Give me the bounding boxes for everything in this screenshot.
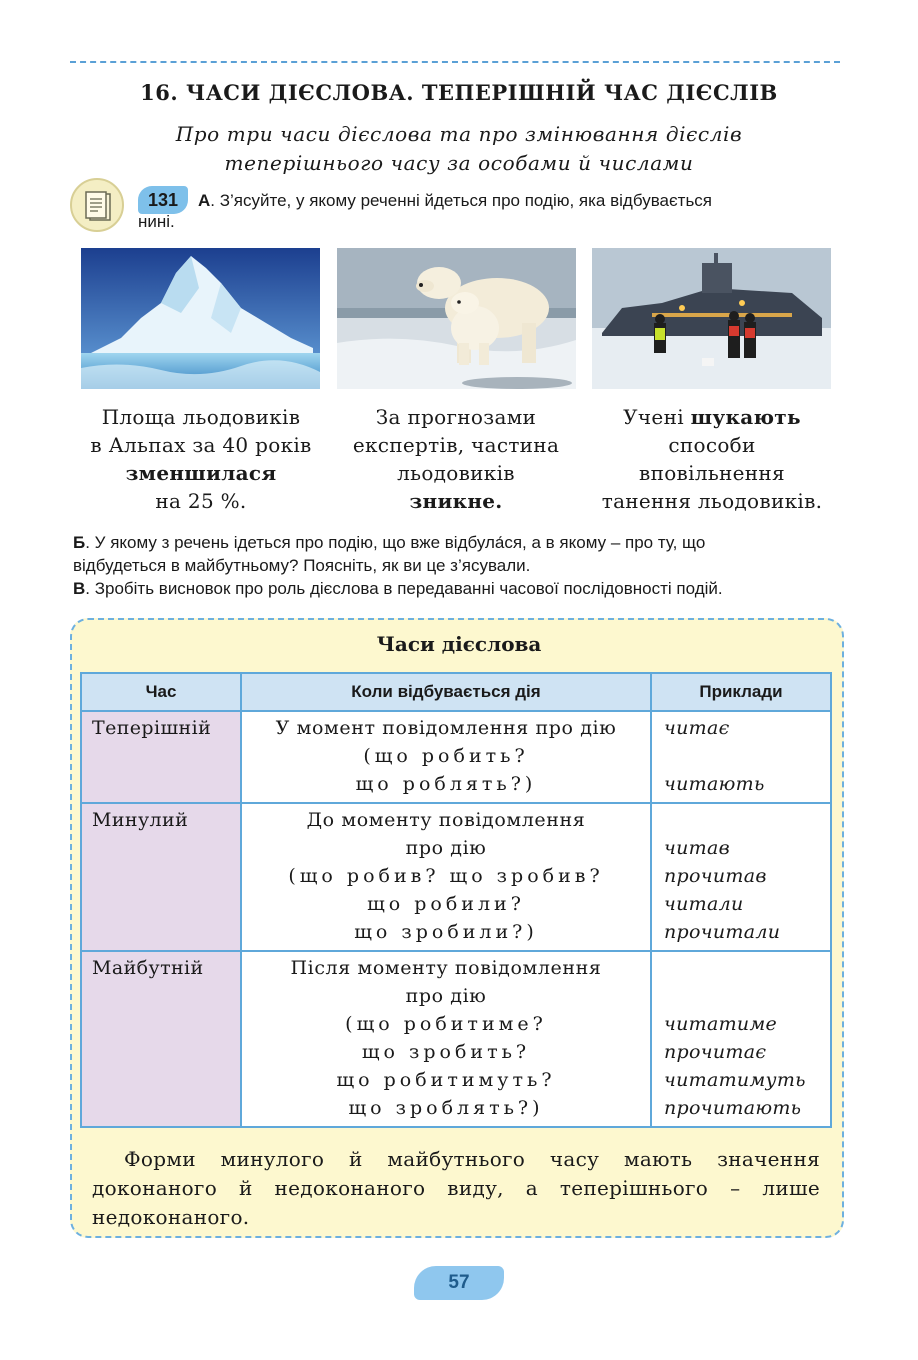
iceberg-photo [81, 248, 320, 389]
subtitle-line-2: теперішнього часу за особами й числами [224, 151, 694, 175]
page-subtitle [0, 120, 918, 178]
when-line: про дію [405, 837, 487, 859]
example-word [664, 806, 830, 834]
tense-table [80, 672, 832, 1128]
task-a-body: . З’ясуйте, у якому реченні йдеться про подію, яка відбувається [210, 191, 713, 210]
example-word: прочитали [664, 921, 781, 943]
task-number-badge: 131 [138, 186, 188, 214]
caption-3-verb: шукають [690, 405, 801, 429]
page-title: 16. ЧАСИ ДІЄСЛОВА. ТЕПЕРІШНІЙ ЧАС ДІЄСЛІВ [140, 80, 778, 105]
notebook-icon [70, 178, 124, 232]
caption-2-line: експертів, частина [352, 433, 560, 457]
tense-name: Теперішній [81, 711, 241, 803]
tense-when [241, 951, 651, 1127]
task-c-body: . Зробіть висновок про роль дієслова в передаванні часової послідовності подій. [85, 579, 723, 598]
when-line: що робили? [367, 893, 525, 915]
task-b-label: Б [73, 533, 86, 552]
polar-bears-photo [337, 248, 576, 389]
when-line: про дію [405, 985, 487, 1007]
caption-3-line: танення льодовиків. [601, 489, 823, 513]
task-b-line-2: відбудеться в майбутньому? Поясніть, як ви це з’ясували. [73, 556, 531, 575]
caption-2-line: За прогнозами [375, 405, 537, 429]
example-word: читатимуть [664, 1069, 806, 1091]
when-line: що робитимуть? [336, 1069, 556, 1091]
rule-note: Форми минулого й майбутнього часу мають значення доконаного й недоконаного виду, а теперішнього – лише недоконаного. [92, 1147, 820, 1229]
caption-3-line: вповільнення [639, 461, 785, 485]
tense-when [241, 711, 651, 803]
example-word: читали [664, 893, 744, 915]
caption-2 [336, 403, 576, 515]
caption-1 [75, 403, 327, 515]
tense-name: Минулий [81, 803, 241, 951]
caption-1-line: в Альпах за 40 років [90, 433, 312, 457]
scientists-ship-photo [592, 248, 831, 389]
task-c-label: В [73, 579, 86, 598]
example-word: читають [664, 773, 765, 795]
tense-examples [651, 711, 831, 803]
subtitle-line-1: Про три часи дієслова та про змінювання дієслів [175, 122, 743, 146]
example-word: читає [664, 717, 730, 739]
caption-3-line: способи [668, 433, 756, 457]
caption-2-line: льодовиків [397, 461, 515, 485]
when-line: що зроблять?) [348, 1097, 544, 1119]
when-line: що зробить? [361, 1041, 531, 1063]
table-header-row [81, 673, 831, 711]
table-row-past [81, 803, 831, 951]
top-divider [70, 61, 840, 63]
task-a-text-cont: нині. [138, 212, 175, 231]
tense-name: Майбутній [81, 951, 241, 1127]
example-word [664, 982, 830, 1010]
task-b-body: . У якому з речень ідеться про подію, що вже відбула́ся, а в якому – про ту, що [85, 533, 706, 552]
when-line: що роблять?) [355, 773, 537, 795]
task-c-line [73, 577, 843, 600]
when-line: Після моменту повідомлення [290, 957, 602, 979]
tense-examples [651, 951, 831, 1127]
example-word: прочитав [664, 865, 767, 887]
example-word [664, 954, 830, 982]
when-line: У момент повідомлення про дію [275, 717, 617, 739]
table-row-present [81, 711, 831, 803]
example-word: читав [664, 837, 730, 859]
tense-when [241, 803, 651, 951]
example-word: читатиме [664, 1013, 778, 1035]
when-line: (що робить? [363, 745, 529, 767]
header-examples: Приклади [651, 673, 831, 711]
task-a-text [198, 189, 840, 212]
when-line: що зробили?) [354, 921, 538, 943]
header-when: Коли відбувається дія [241, 673, 651, 711]
example-word [664, 742, 830, 770]
caption-3-line: Учені [623, 405, 691, 429]
table-row-future [81, 951, 831, 1127]
caption-1-verb: зменшилася [125, 461, 277, 485]
task-b-line-1 [73, 531, 843, 554]
tense-examples [651, 803, 831, 951]
rule-title: Часи дієслова [376, 632, 542, 656]
example-word: прочитають [664, 1097, 802, 1119]
when-line: (що робитиме? [345, 1013, 547, 1035]
caption-1-line: на 25 %. [155, 489, 247, 513]
caption-2-verb: зникне. [409, 489, 503, 513]
page-number: 57 [414, 1266, 504, 1300]
caption-3 [586, 403, 838, 515]
header-tense: Час [81, 673, 241, 711]
example-word: прочитає [664, 1041, 767, 1063]
when-line: До моменту повідомлення [306, 809, 586, 831]
when-line: (що робив? що зробив? [288, 865, 604, 887]
task-a-label: А [198, 191, 211, 210]
caption-1-line: Площа льодовиків [101, 405, 301, 429]
